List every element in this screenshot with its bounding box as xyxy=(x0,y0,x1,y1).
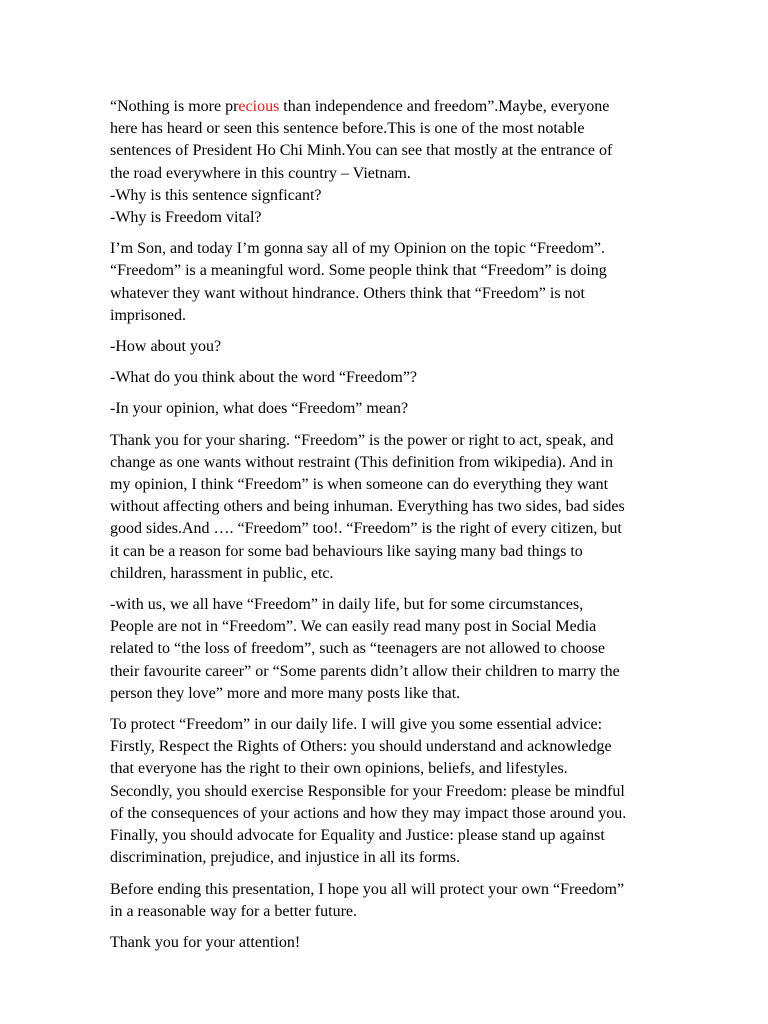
closing-paragraph xyxy=(110,932,710,954)
intro-paragraph xyxy=(110,96,710,229)
text-line: that everyone has the right to their own opinions, beliefs, and lifestyles. xyxy=(110,760,568,778)
question-line: -Why is this sentence signficant? xyxy=(110,186,322,204)
text-line: related to “the loss of freedom”, such as “teenagers are not allowed to choose xyxy=(110,640,605,658)
text-line: -with us, we all have “Freedom” in daily life, but for some circumstances, xyxy=(110,596,584,614)
text-line: Secondly, you should exercise Responsible for your Freedom: please be mindful xyxy=(110,782,625,800)
quote-start: “Nothing is more pr xyxy=(110,98,239,115)
text-line: imprisoned. xyxy=(110,306,186,324)
text-line: To protect “Freedom” in our daily life. I will give you some essential advice: xyxy=(110,716,603,734)
question-paragraph xyxy=(110,398,710,420)
text-line: the road everywhere in this country – Vietnam. xyxy=(110,164,411,182)
definition-paragraph xyxy=(110,430,710,585)
closing-line: Thank you for your attention! xyxy=(110,933,301,951)
question-line: -In your opinion, what does “Freedom” mean? xyxy=(110,400,409,418)
circumstances-paragraph xyxy=(110,594,710,705)
text-line: of the consequences of your actions and how they may impact those around you. xyxy=(110,804,627,822)
question-line: -Why is Freedom vital? xyxy=(110,209,262,227)
text-line: children, harassment in public, etc. xyxy=(110,564,334,582)
text-line: I’m Son, and today I’m gonna say all of my Opinion on the topic “Freedom”. xyxy=(110,240,606,258)
text-line: good sides.And …. “Freedom” too!. “Freedom” is the right of every citizen, but xyxy=(110,520,622,538)
question-paragraph xyxy=(110,367,710,389)
question-line: -What do you think about the word “Freedom”? xyxy=(110,369,418,387)
quote-rest: than independence and freedom”.Maybe, everyone xyxy=(279,98,610,115)
text-line: Before ending this presentation, I hope you all will protect your own “Freedom” xyxy=(110,880,625,898)
highlighted-word: ecious xyxy=(238,98,280,115)
text-line: in a reasonable way for a better future. xyxy=(110,902,357,920)
question-line: -How about you? xyxy=(110,338,222,356)
text-line: change as one wants without restraint (This definition from wikipedia). And in xyxy=(110,453,613,471)
text-line: person they love” more and more many posts like that. xyxy=(110,684,461,702)
document-body xyxy=(110,96,710,963)
text-line: sentences of President Ho Chi Minh.You can see that mostly at the entrance of xyxy=(110,142,613,160)
text-line: discrimination, prejudice, and injustice in all its forms. xyxy=(110,849,461,867)
text-line: “Freedom” is a meaningful word. Some people think that “Freedom” is doing xyxy=(110,262,607,280)
text-line: Thank you for your sharing. “Freedom” is the power or right to act, speak, and xyxy=(110,431,614,449)
advice-paragraph xyxy=(110,714,710,869)
text-line: Finally, you should advocate for Equality and Justice: please stand up against xyxy=(110,827,605,845)
text-line: here has heard or seen this sentence before.This is one of the most notable xyxy=(110,120,585,138)
opinion-paragraph xyxy=(110,238,710,327)
text-line: whatever they want without hindrance. Others think that “Freedom” is not xyxy=(110,284,585,302)
text-line: Firstly, Respect the Rights of Others: you should understand and acknowledge xyxy=(110,738,612,756)
text-line: without affecting others and being inhuman. Everything has two sides, bad sides xyxy=(110,498,625,516)
question-paragraph xyxy=(110,336,710,358)
text-line: People are not in “Freedom”. We can easily read many post in Social Media xyxy=(110,618,597,636)
intro-quote-line xyxy=(110,96,710,118)
text-line: my opinion, I think “Freedom” is when someone can do everything they want xyxy=(110,476,609,494)
text-line: their favourite career” or “Some parents didn’t allow their children to marry the xyxy=(110,662,620,680)
conclusion-paragraph xyxy=(110,879,710,923)
text-line: it can be a reason for some bad behaviours like saying many bad things to xyxy=(110,542,583,560)
